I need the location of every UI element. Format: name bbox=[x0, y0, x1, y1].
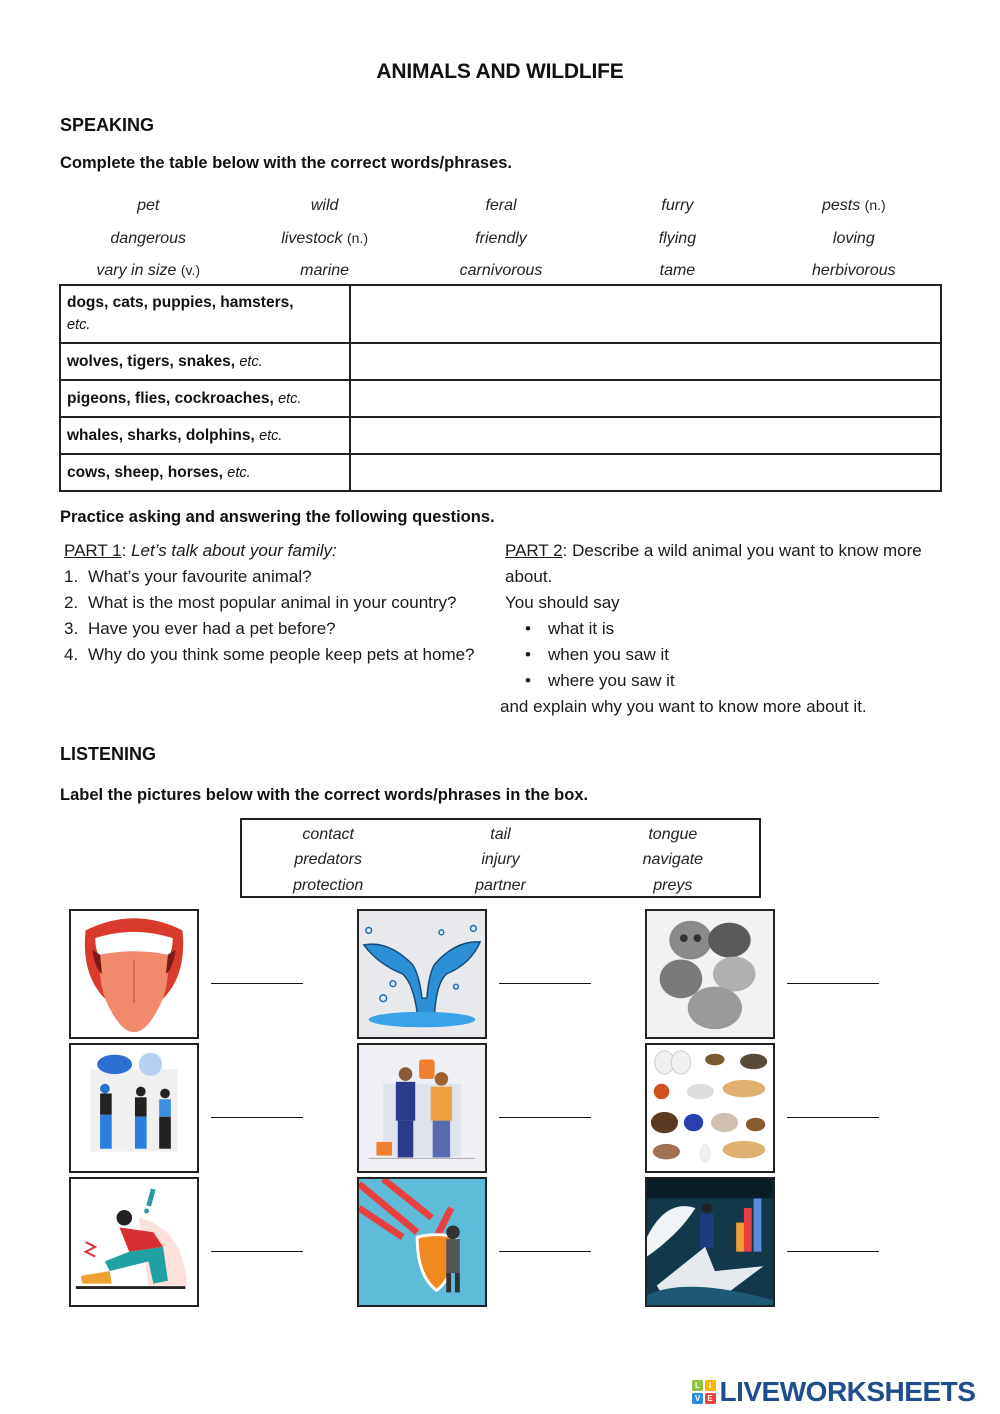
animal-group-label bbox=[60, 285, 350, 343]
table-row bbox=[60, 380, 941, 417]
word-bank-word: herbivorous bbox=[812, 262, 896, 280]
part1-question-list bbox=[64, 564, 484, 668]
etc-text: etc. bbox=[67, 317, 91, 333]
business-handshake-picture bbox=[357, 1043, 487, 1173]
business-handshake-label-input[interactable] bbox=[499, 1096, 591, 1118]
label-box-word: protection bbox=[293, 876, 364, 894]
question-item bbox=[64, 642, 484, 668]
question-text: What is the most popular animal in your country? bbox=[88, 593, 457, 612]
part2-prompt: Describe a wild animal you want to know more about. bbox=[505, 541, 922, 586]
bullet-icon: • bbox=[525, 671, 531, 690]
word-bank-item bbox=[60, 197, 236, 215]
label-instruction: Label the pictures below with the correct words/phrases in the box. bbox=[60, 786, 589, 804]
question-number: 4. bbox=[64, 645, 79, 664]
assorted-animals-label-input[interactable] bbox=[787, 1096, 879, 1118]
speaking-heading: SPEAKING bbox=[60, 115, 155, 135]
question-item bbox=[64, 564, 484, 590]
part1-label: PART 1 bbox=[64, 541, 122, 560]
word-bank-row bbox=[60, 255, 942, 288]
word-bank-word: dangerous bbox=[110, 229, 187, 247]
word-bank-word: loving bbox=[832, 229, 875, 247]
word-bank-row bbox=[60, 190, 942, 223]
label-box-word: preys bbox=[653, 876, 693, 894]
word-bank-word: marine bbox=[300, 262, 350, 280]
adjective-answer-input[interactable] bbox=[351, 419, 940, 452]
question-number: 2. bbox=[64, 593, 79, 612]
question-item bbox=[64, 616, 484, 642]
part1-questions: PART 1: Let’s talk about your family: 1. What’s your favourite animal? 2. What is the most popular animal in your country? 3. Have you ever had a pet before? 4. Why do you think some people keep pets at home? bbox=[64, 538, 484, 668]
word-bank-word: vary in size bbox=[96, 262, 177, 280]
animal-group-text: cows, sheep, horses, bbox=[67, 463, 223, 481]
label-box-row bbox=[242, 873, 759, 899]
logo-letter-grid bbox=[692, 1380, 716, 1404]
bullet-text: when you saw it bbox=[548, 645, 669, 664]
shield-arrows-picture bbox=[357, 1177, 487, 1307]
assorted-animals-picture bbox=[645, 1043, 775, 1173]
paper-boat-telescope-picture bbox=[645, 1177, 775, 1307]
label-box-word: contact bbox=[302, 825, 354, 843]
answer-cell bbox=[350, 285, 941, 343]
etc-text: etc. bbox=[227, 464, 251, 481]
animal-group-text: wolves, tigers, snakes, bbox=[67, 352, 236, 370]
paper-boat-telescope-label-input[interactable] bbox=[787, 1230, 879, 1252]
listening-heading: LISTENING bbox=[60, 744, 157, 764]
part2-task: PART 2: Describe a wild animal you want to know more about. You should say • what it is • when you saw it • where you saw it and explain why you want to know more about it. bbox=[500, 538, 950, 720]
category-table bbox=[59, 284, 942, 492]
word-bank-word: livestock bbox=[281, 229, 343, 247]
label-box-row bbox=[242, 822, 759, 848]
word-bank-word: feral bbox=[485, 197, 517, 215]
word-bank-item bbox=[60, 230, 236, 248]
worksheet-title: ANIMALS AND WILDLIFE bbox=[376, 60, 624, 83]
etc-text: etc. bbox=[259, 427, 283, 444]
predator-animals-picture bbox=[645, 909, 775, 1039]
adjective-answer-input[interactable] bbox=[351, 345, 940, 378]
logo-letter-tile: E bbox=[705, 1393, 716, 1404]
word-bank-word: flying bbox=[658, 229, 697, 247]
logo-letter-tile: V bbox=[692, 1393, 703, 1404]
part2-should-say: You should say bbox=[505, 593, 620, 612]
answer-cell bbox=[350, 380, 941, 417]
logo-text: LIVEWORKSHEETS bbox=[719, 1376, 976, 1407]
part-of-speech: (n.) bbox=[864, 197, 886, 214]
bullet-text: where you saw it bbox=[548, 671, 675, 690]
bullet-icon: • bbox=[525, 619, 531, 638]
bullet-item bbox=[525, 668, 950, 694]
question-number: 1. bbox=[64, 567, 79, 586]
woman-ankle-pain-picture bbox=[69, 1177, 199, 1307]
animal-group-label bbox=[60, 343, 350, 380]
word-bank-item bbox=[413, 230, 589, 248]
logo-letter-tile: I bbox=[705, 1380, 716, 1391]
bullet-item bbox=[525, 616, 950, 642]
people-talking-picture bbox=[69, 1043, 199, 1173]
label-box-word: navigate bbox=[642, 851, 704, 869]
animal-group-text: dogs, cats, puppies, hamsters, bbox=[67, 294, 294, 311]
tongue-picture bbox=[69, 909, 199, 1039]
word-bank-item bbox=[236, 230, 412, 248]
part1-intro: Let’s talk about your family: bbox=[131, 541, 337, 560]
answer-cell bbox=[350, 343, 941, 380]
question-text: Why do you think some people keep pets at home? bbox=[88, 645, 475, 664]
etc-text: etc. bbox=[278, 390, 302, 407]
label-box-word: partner bbox=[475, 876, 526, 894]
word-bank-item bbox=[766, 262, 942, 280]
word-bank-item bbox=[413, 197, 589, 215]
word-bank-item bbox=[236, 262, 412, 280]
adjective-answer-input[interactable] bbox=[351, 382, 940, 415]
word-bank-item bbox=[589, 197, 765, 215]
part2-bullet-list bbox=[500, 616, 950, 694]
people-talking-label-input[interactable] bbox=[211, 1096, 303, 1118]
label-box-row bbox=[242, 848, 759, 874]
question-text: What’s your favourite animal? bbox=[88, 567, 312, 586]
adjective-answer-input[interactable] bbox=[351, 287, 940, 341]
part2-closing: and explain why you want to know more about it. bbox=[500, 697, 867, 716]
practice-instruction: Practice asking and answering the following questions. bbox=[60, 508, 495, 526]
question-number: 3. bbox=[64, 619, 79, 638]
word-bank-word: tame bbox=[659, 262, 696, 280]
animal-group-label bbox=[60, 454, 350, 491]
liveworksheets-logo bbox=[692, 1376, 975, 1408]
answer-cell bbox=[350, 417, 941, 454]
table-row bbox=[60, 417, 941, 454]
etc-text: etc. bbox=[239, 353, 263, 370]
word-bank-item bbox=[766, 197, 942, 215]
animal-group-text: pigeons, flies, cockroaches, bbox=[67, 389, 274, 407]
word-bank-item bbox=[589, 230, 765, 248]
answer-cell bbox=[350, 454, 941, 491]
word-bank-item bbox=[236, 197, 412, 215]
part-of-speech: (n.) bbox=[347, 229, 369, 246]
word-bank bbox=[60, 190, 942, 288]
label-box-word: tongue bbox=[648, 825, 698, 843]
label-box-word: predators bbox=[294, 851, 362, 869]
label-box-word: tail bbox=[490, 825, 511, 843]
word-bank-item bbox=[413, 262, 589, 280]
logo-letter-tile: L bbox=[692, 1380, 703, 1391]
question-text: Have you ever had a pet before? bbox=[88, 619, 336, 638]
word-bank-word: furry bbox=[661, 197, 694, 215]
table-row bbox=[60, 343, 941, 380]
label-word-box bbox=[240, 818, 761, 898]
word-bank-word: pet bbox=[137, 197, 160, 215]
label-box-word: injury bbox=[481, 851, 520, 869]
bullet-text: what it is bbox=[548, 619, 615, 638]
word-bank-word: pests bbox=[821, 197, 861, 215]
word-bank-row bbox=[60, 223, 942, 256]
animal-group-text: whales, sharks, dolphins, bbox=[67, 426, 255, 444]
shield-arrows-label-input[interactable] bbox=[499, 1230, 591, 1252]
table-row bbox=[60, 454, 941, 491]
word-bank-item bbox=[766, 230, 942, 248]
word-bank-word: friendly bbox=[475, 229, 527, 247]
part-of-speech: (v.) bbox=[180, 262, 201, 279]
bullet-icon: • bbox=[525, 645, 531, 664]
word-bank-word: wild bbox=[310, 197, 339, 215]
animal-group-label bbox=[60, 380, 350, 417]
table-instruction: Complete the table below with the correct words/phrases. bbox=[60, 154, 513, 172]
tongue-label-input[interactable] bbox=[211, 962, 303, 984]
question-item bbox=[64, 590, 484, 616]
whale-tail-label-input[interactable] bbox=[499, 962, 591, 984]
word-bank-word: carnivorous bbox=[459, 262, 543, 280]
word-bank-item bbox=[60, 262, 236, 280]
word-bank-item bbox=[589, 262, 765, 280]
table-row bbox=[60, 285, 941, 343]
part2-label: PART 2 bbox=[505, 541, 563, 560]
adjective-answer-input[interactable] bbox=[351, 456, 940, 489]
predator-animals-label-input[interactable] bbox=[787, 962, 879, 984]
whale-tail-picture bbox=[357, 909, 487, 1039]
woman-ankle-pain-label-input[interactable] bbox=[211, 1230, 303, 1252]
bullet-item bbox=[525, 642, 950, 668]
animal-group-label bbox=[60, 417, 350, 454]
